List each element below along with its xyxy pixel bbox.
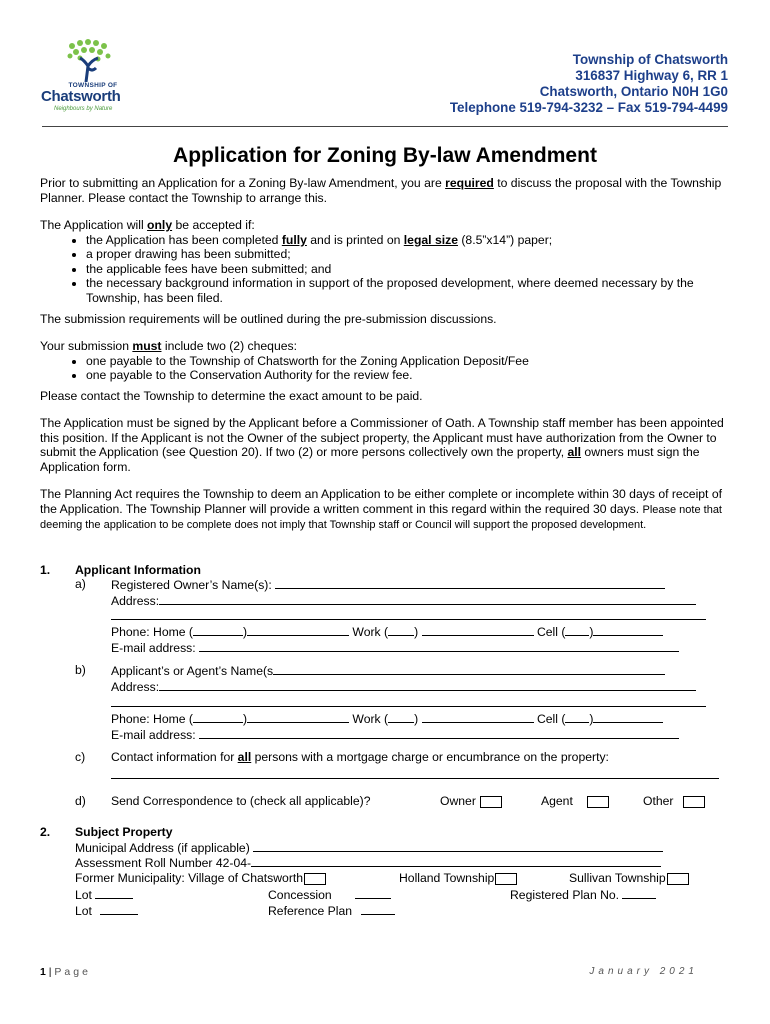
planning-text-a: The Planning Act requires the Township to deem an Application to be either complete or incomplete within 30 days of receipt of the Application. The Township Planner will provide a written comment in this regard within the required 30 days. xyxy=(40,487,722,516)
municipal-address-field[interactable] xyxy=(253,840,663,852)
logo-tagline: Neighbours by Nature xyxy=(54,106,113,112)
owner-address-label: Address: xyxy=(111,594,160,608)
work-phone-field[interactable] xyxy=(422,711,534,723)
owner-option xyxy=(440,794,502,808)
cell-area-code-field[interactable] xyxy=(565,624,589,636)
agent-name-field[interactable] xyxy=(273,663,665,675)
municipal-address-row xyxy=(75,840,663,855)
owner-address-field[interactable] xyxy=(159,593,696,605)
work-area-code-field[interactable] xyxy=(388,624,414,636)
home-phone-field[interactable] xyxy=(247,711,349,723)
lot-label: Lot xyxy=(75,904,92,918)
holland-township-label: Holland Township xyxy=(399,871,495,885)
b1-text-c: and is printed on xyxy=(306,232,404,247)
agent-address-field-2[interactable] xyxy=(111,695,706,707)
signed-text-a: The Application must be signed by the Applicant before a Commissioner of Oath. A Township staff member has been appointed this position. If the Applicant is not the Owner of the subject property, the Applicant must have authorization from the Owner to submit the Application (see Question 20). If two (2) or more persons collectively own the property, xyxy=(40,416,724,460)
other-option xyxy=(643,794,705,808)
agent-name-row xyxy=(111,663,665,678)
intro-text-a: Prior to submitting an Application for a Zoning By-law Amendment, you are xyxy=(40,176,446,190)
cell-phone-label: Cell ( xyxy=(536,712,566,726)
logo-name: Chatsworth xyxy=(41,88,121,105)
concession-row xyxy=(268,887,391,902)
signed-all: all xyxy=(567,445,582,460)
paren: ) xyxy=(414,712,419,726)
municipal-address-label: Municipal Address (if applicable) xyxy=(75,841,250,855)
agent-address-row xyxy=(111,679,696,694)
page-number: 1 xyxy=(40,966,46,978)
home-phone-label: Phone: Home ( xyxy=(111,625,193,639)
agent-email-row xyxy=(111,727,679,742)
cheques-list xyxy=(40,354,740,383)
accepted-lead-a: The Application will xyxy=(40,218,148,232)
cheques-lead-c: include two (2) cheques: xyxy=(161,339,297,353)
agent-address-field[interactable] xyxy=(159,679,696,691)
owner-email-field[interactable] xyxy=(199,640,679,652)
agent-checkbox[interactable] xyxy=(587,796,609,808)
cell-phone-field[interactable] xyxy=(593,711,663,723)
home-area-code-field[interactable] xyxy=(193,711,243,723)
home-area-code-field[interactable] xyxy=(193,624,243,636)
owner-phone-row xyxy=(111,624,663,639)
agent-option xyxy=(541,794,609,808)
owner-name-label: Registered Owner’s Name(s): xyxy=(111,578,272,592)
owner-email-row xyxy=(111,640,679,655)
cheques-lead-a: Your submission xyxy=(40,339,133,353)
lot-field-1[interactable] xyxy=(95,887,133,899)
list-item: • the applicable fees have been submitted; and xyxy=(86,262,740,277)
tree-logo-icon xyxy=(62,38,118,82)
mortgage-row xyxy=(111,750,609,764)
header-divider xyxy=(42,126,728,127)
village-checkbox[interactable] xyxy=(304,873,326,885)
signed-text-c: owners must sign the Application form. xyxy=(40,445,700,474)
owner-name-row xyxy=(111,577,665,592)
cell-phone-label: Cell ( xyxy=(536,625,566,639)
lot-field-2[interactable] xyxy=(100,903,138,915)
b1-text-e: (8.5”x14”) paper; xyxy=(457,232,553,247)
other-option-label: Other xyxy=(643,794,674,808)
mortgage-text-a: Contact information for xyxy=(111,750,238,764)
mortgage-all: all xyxy=(237,750,252,764)
owner-address-field-2[interactable] xyxy=(111,608,706,620)
owner-address-line2 xyxy=(111,608,706,623)
lot-label: Lot xyxy=(75,888,92,902)
planning-paragraph xyxy=(40,487,740,533)
intro-required: required xyxy=(445,176,494,190)
sullivan-township-label: Sullivan Township xyxy=(569,871,666,885)
email-label: E-mail address: xyxy=(111,641,196,655)
b1-fully: fully xyxy=(281,232,307,247)
reference-plan-label: Reference Plan xyxy=(268,904,353,918)
page-footer xyxy=(40,966,91,978)
list-item: • one payable to the Township of Chatsworth for the Zoning Application Deposit/Fee xyxy=(86,354,740,369)
village-of-chatsworth-label: Former Municipality: Village of Chatsworth xyxy=(75,871,304,885)
contact-text: Please contact the Township to determine the exact amount to be paid. xyxy=(40,389,423,403)
intro-text-c: to discuss the proposal with the Township Planner. Please contact the Township to arrange this. xyxy=(40,176,722,205)
intro-paragraph xyxy=(40,176,740,205)
sullivan-option xyxy=(569,871,689,885)
b1-text: the Application has been completed xyxy=(86,232,282,247)
agent-name-label: Applicant’s or Agent’s Name(s xyxy=(111,664,274,678)
section-2-title: Subject Property xyxy=(75,825,173,839)
accepted-list xyxy=(40,233,740,306)
footer-separator: | xyxy=(48,966,52,978)
paren: ) xyxy=(589,712,594,726)
accepted-section xyxy=(40,218,740,306)
paren: ) xyxy=(589,625,594,639)
former-municipality-row xyxy=(75,871,326,885)
item-b-marker: b) xyxy=(75,663,86,677)
work-phone-field[interactable] xyxy=(422,624,534,636)
footer-date: January 2021 xyxy=(589,966,698,977)
header-line-1: Township of Chatsworth xyxy=(572,52,728,67)
home-phone-label: Phone: Home ( xyxy=(111,712,193,726)
accepted-only: only xyxy=(147,218,173,232)
paren: ) xyxy=(242,625,248,639)
planning-text-b: Please note that deeming the application to be complete does not imply that Township staff or Council will support the proposed development. xyxy=(40,503,722,532)
holland-checkbox[interactable] xyxy=(495,873,517,885)
sullivan-checkbox[interactable] xyxy=(667,873,689,885)
work-phone-label: Work ( xyxy=(352,712,389,726)
reference-plan-row xyxy=(268,903,395,918)
work-area-code-field[interactable] xyxy=(388,711,414,723)
list-item: • a proper drawing has been submitted; xyxy=(86,247,740,262)
reference-plan-field[interactable] xyxy=(361,903,395,915)
registered-plan-field[interactable] xyxy=(622,887,656,899)
header-line-4: Telephone 519-794-3232 – Fax 519-794-4499 xyxy=(449,100,728,115)
owner-option-label: Owner xyxy=(440,794,476,808)
owner-name-field[interactable] xyxy=(275,577,665,589)
list-item xyxy=(86,233,740,248)
registered-plan-label: Registered Plan No. xyxy=(510,888,620,902)
owner-checkbox[interactable] xyxy=(480,796,502,808)
signed-paragraph xyxy=(40,416,740,474)
agent-address-line2 xyxy=(111,695,706,710)
other-checkbox[interactable] xyxy=(683,796,705,808)
holland-option xyxy=(399,871,517,885)
item-c-marker: c) xyxy=(75,750,86,764)
submission-text: The submission requirements will be outlined during the pre-submission discussions. xyxy=(40,312,497,326)
township-logo xyxy=(38,38,148,118)
header-line-2: 316837 Highway 6, RR 1 xyxy=(575,68,728,83)
agent-phone-row xyxy=(111,711,663,726)
work-phone-label: Work ( xyxy=(352,625,389,639)
page-word: Page xyxy=(54,966,91,978)
agent-option-label: Agent xyxy=(541,794,573,808)
mortgage-line xyxy=(111,767,719,782)
accepted-lead-c: be accepted if: xyxy=(172,218,255,232)
agent-address-label: Address: xyxy=(111,680,160,694)
mortgage-text-c: persons with a mortgage charge or encumbrance on the property: xyxy=(251,750,609,764)
mortgage-field[interactable] xyxy=(111,767,719,779)
roll-number-row xyxy=(75,855,661,870)
list-item: • the necessary background information in support of the proposed development, where deemed necessary by the Township, has been filed. xyxy=(86,276,740,305)
paren: ) xyxy=(414,625,419,639)
roll-number-label: Assessment Roll Number 42-04- xyxy=(75,856,252,870)
township-address-block xyxy=(450,52,728,116)
cheques-section xyxy=(40,339,740,383)
cheques-must: must xyxy=(132,339,162,353)
lot-row-1 xyxy=(75,887,133,902)
home-phone-field[interactable] xyxy=(247,624,349,636)
header-line-3: Chatsworth, Ontario N0H 1G0 xyxy=(539,84,728,99)
section-1-number: 1. xyxy=(40,563,51,577)
correspondence-label: Send Correspondence to (check all applicable)? xyxy=(111,794,371,808)
owner-address-row xyxy=(111,593,696,608)
b1-legal-size: legal size xyxy=(403,232,458,247)
lot-row-2 xyxy=(75,903,138,918)
item-a-marker: a) xyxy=(75,577,86,591)
email-label: E-mail address: xyxy=(111,728,196,742)
concession-label: Concession xyxy=(268,888,332,902)
paren: ) xyxy=(242,712,248,726)
cell-area-code-field[interactable] xyxy=(565,711,589,723)
section-1-title: Applicant Information xyxy=(75,563,201,577)
logo-top-text: TOWNSHIP OF xyxy=(68,82,118,89)
agent-email-field[interactable] xyxy=(199,727,679,739)
registered-plan-row xyxy=(510,887,656,902)
concession-field[interactable] xyxy=(355,887,391,899)
roll-number-field[interactable] xyxy=(251,855,661,867)
section-2-number: 2. xyxy=(40,825,51,839)
item-d-marker: d) xyxy=(75,794,86,808)
list-item: • one payable to the Conservation Authority for the review fee. xyxy=(86,368,740,383)
page-title: Application for Zoning By-law Amendment xyxy=(173,144,597,167)
cell-phone-field[interactable] xyxy=(593,624,663,636)
